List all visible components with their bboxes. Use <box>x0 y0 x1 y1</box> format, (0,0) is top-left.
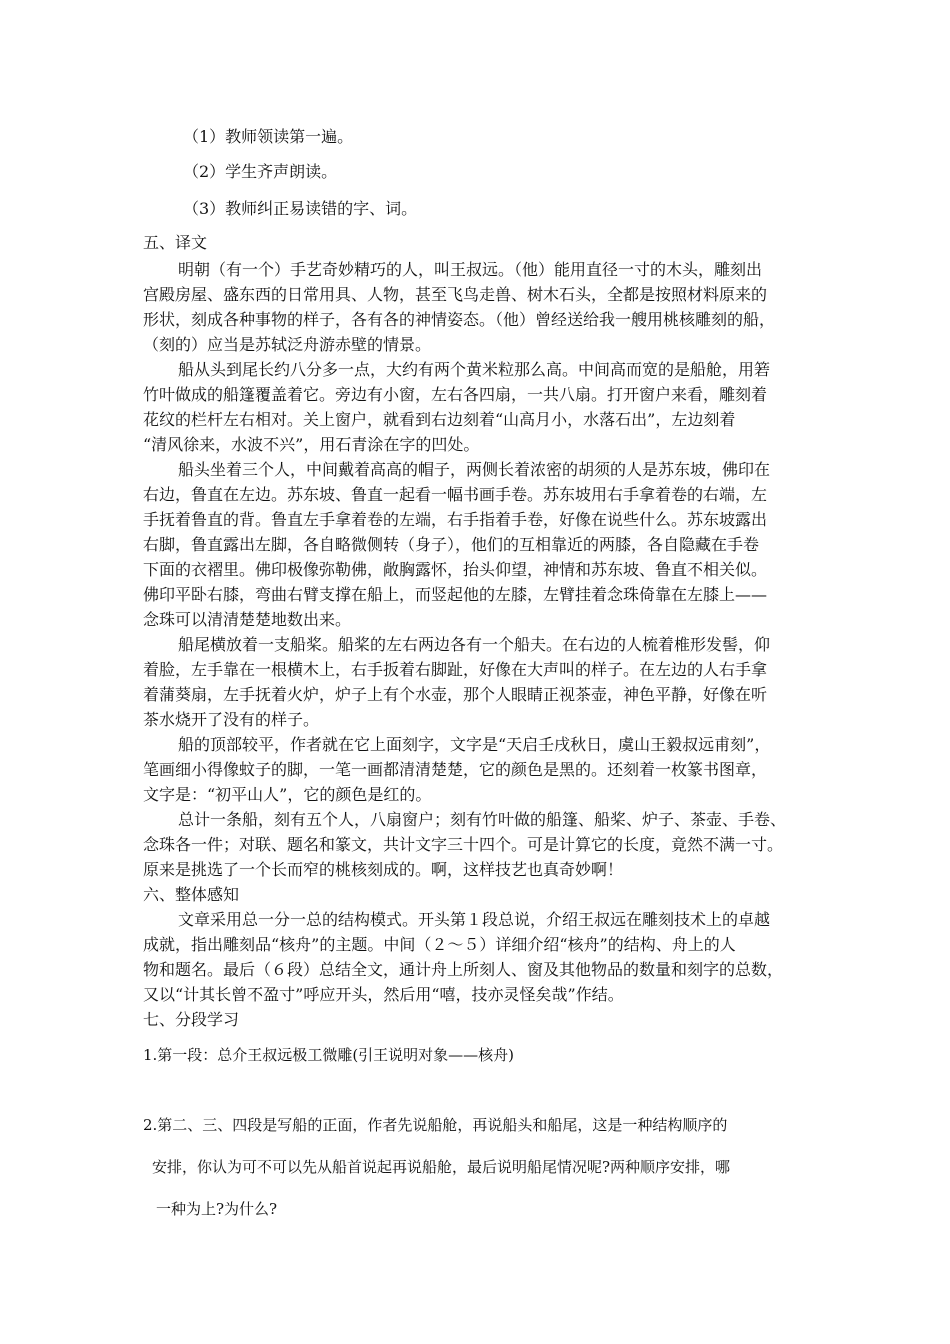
section-5-title: 五、译文 <box>143 233 208 252</box>
paragraph-line: 右脚，鲁直露出左脚，各自略微侧转（身子），他们的互相靠近的两膝，各自隐藏在手卷 <box>143 535 760 554</box>
paragraph-line: 总计一条船，刻有五个人，八扇窗户；刻有竹叶做的船篷、船桨、炉子、茶壶、手卷、 <box>178 810 787 829</box>
paragraph-line: 花纹的栏杆左右相对。关上窗户，就看到右边刻着“山高月小，水落石出”，左边刻着 <box>143 410 736 429</box>
paragraph-line: 着脸，左手靠在一根横木上，右手扳着右脚趾，好像在大声叫的样子。在左边的人右手拿 <box>143 660 768 679</box>
paragraph-line: 着蒲葵扇，左手抚着火炉，炉子上有个水壶，那个人眼睛正视茶壶，神色平静，好像在听 <box>143 685 768 704</box>
paragraph-line: 佛印平卧右膝，弯曲右臂支撑在船上，而竖起他的左膝，左臂挂着念珠倚靠在左膝上—— <box>143 585 768 604</box>
paragraph-line: 形状，刻成各种事物的样子，各有各的神情姿态。（他）曾经送给我一艘用桃核雕刻的船， <box>143 310 776 329</box>
paragraph-line: 明朝（有一个）手艺奇妙精巧的人，叫王叔远。（他）能用直径一寸的木头，雕刻出 <box>178 260 763 279</box>
paragraph-line: 手抚着鲁直的背。鲁直左手拿着卷的左端，右手指着手卷，好像在说些什么。苏东坡露出 <box>143 510 768 529</box>
step-2: （2）学生齐声朗读。 <box>183 162 338 181</box>
list-item-continuation: 安排，你认为可不可以先从船首说起再说船舱，最后说明船尾情况呢?两种顺序安排，哪 <box>152 1158 731 1176</box>
paragraph-line: 茶水烧开了没有的样子。 <box>143 710 320 729</box>
paragraph-line: 笔画细小得像蚊子的脚，一笔一画都清清楚楚，它的颜色是黑的。还刻着一枚篆书图章， <box>143 760 768 779</box>
paragraph-line: 船的顶部较平，作者就在它上面刻字，文字是“天启壬戌秋日，虞山王毅叔远甫刻”， <box>178 735 771 754</box>
list-item: 1.第一段：总介王叔远极工微雕(引王说明对象——核舟) <box>143 1046 515 1064</box>
section-7-title: 七、分段学习 <box>143 1010 240 1029</box>
paragraph-line: 文章采用总一分一总的结构模式。开头第１段总说，介绍王叔远在雕刻技术上的卓越 <box>178 910 771 929</box>
paragraph-line: 又以“计其长曾不盈寸”呼应开头，然后用“嘻，技亦灵怪矣哉”作结。 <box>143 985 624 1004</box>
paragraph-line: 物和题名。最后（６段）总结全文，通计舟上所刻人、窗及其他物品的数量和刻字的总数， <box>143 960 784 979</box>
paragraph-line: 船尾横放着一支船桨。船桨的左右两边各有一个船夫。在右边的人梳着椎形发髻，仰 <box>178 635 771 654</box>
paragraph-line: 文字是：“初平山人”，它的颜色是红的。 <box>143 785 432 804</box>
paragraph-line: “清风徐来，水波不兴”，用石青涂在字的凹处。 <box>143 435 480 454</box>
paragraph-line: 宫殿房屋、盛东西的日常用具、人物，甚至飞鸟走兽、树木石头，全都是按照材料原来的 <box>143 285 768 304</box>
paragraph-line: 船头坐着三个人，中间戴着高高的帽子，两侧长着浓密的胡须的人是苏东坡，佛印在 <box>178 460 771 479</box>
list-item: 2.第二、三、四段是写船的正面，作者先说船舱，再说船头和船尾，这是一种结构顺序的 <box>143 1116 728 1134</box>
paragraph-line: 念珠可以清清楚楚地数出来。 <box>143 610 352 629</box>
paragraph-line: 成就，指出雕刻品“核舟”的主题。中间（２～５）详细介绍“核舟”的结构、舟上的人 <box>143 935 736 954</box>
paragraph-line: 原来是挑选了一个长而窄的桃核刻成的。啊，这样技艺也真奇妙啊！ <box>143 860 624 879</box>
list-item-continuation: 一种为上?为什么? <box>156 1200 278 1218</box>
step-1: （1）教师领读第一遍。 <box>183 127 354 146</box>
paragraph-line: 竹叶做成的船篷覆盖着它。旁边有小窗，左右各四扇，一共八扇。打开窗户来看，雕刻着 <box>143 385 768 404</box>
paragraph-line: 船从头到尾长约八分多一点，大约有两个黄米粒那么高。中间高而宽的是船舱，用箬 <box>178 360 771 379</box>
step-3: （3）教师纠正易读错的字、词。 <box>183 199 418 218</box>
paragraph-line: 念珠各一件；对联、题名和篆文，共计文字三十四个。可是计算它的长度，竟然不满一寸。 <box>143 835 784 854</box>
section-6-title: 六、整体感知 <box>143 885 240 904</box>
paragraph-line: 下面的衣褶里。佛印极像弥勒佛，敞胸露怀，抬头仰望，神情和苏东坡、鲁直不相关似。 <box>143 560 768 579</box>
paragraph-line: 右边，鲁直在左边。苏东坡、鲁直一起看一幅书画手卷。苏东坡用右手拿着卷的右端，左 <box>143 485 768 504</box>
paragraph-line: （刻的）应当是苏轼泛舟游赤壁的情景。 <box>143 335 432 354</box>
